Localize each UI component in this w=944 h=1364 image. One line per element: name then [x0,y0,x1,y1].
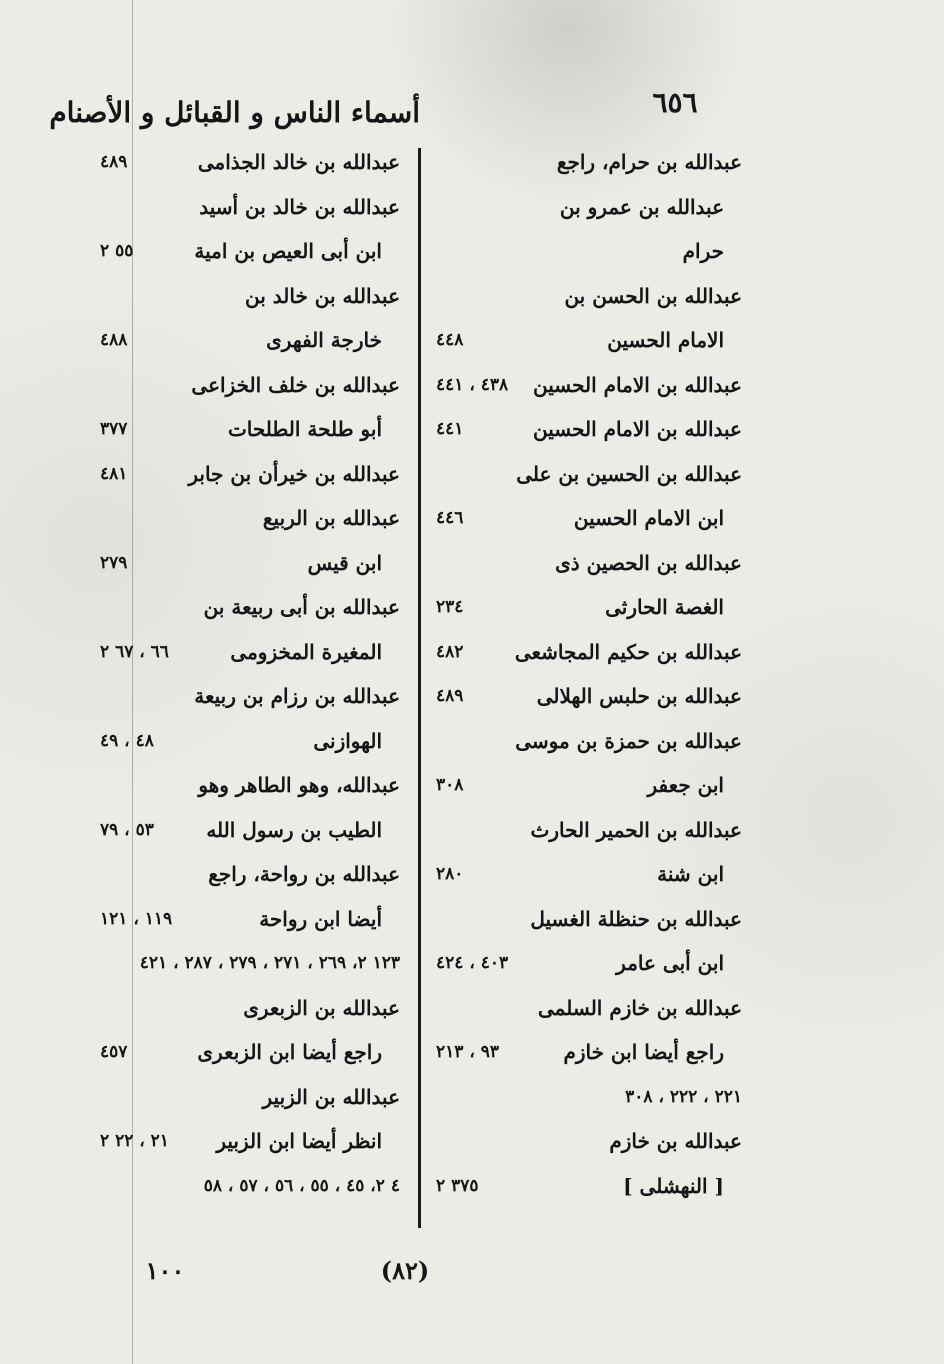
entry-name: عبدالله بن الامام الحسين [533,417,742,441]
index-entry [436,1075,742,1120]
entry-page-refs: ٥٥ ٢ [100,241,134,261]
entry-name: عبدالله بن خازم السلمى [538,995,742,1020]
index-entry [100,763,400,808]
entry-page-refs: ١١٩ ، ١٢١ [100,908,173,929]
index-entry [100,585,400,630]
entry-name: عبدالله بن خالد بن [245,283,400,308]
index-entry [100,274,400,319]
entry-page-refs: ٤٤٨ [436,330,464,350]
page-header-title: أسماء الناس و القبائل و الأصنام [49,96,420,129]
entry-name: عبدالله بن رزام بن ربيعة [194,684,400,708]
entry-page-refs: ٢٢١ ، ٢٢٢ ، ٣٠٨ [625,1086,742,1107]
entry-name: عبدالله بن خلف الخزاعى [191,372,400,397]
index-entry [100,229,400,274]
index-entry [436,452,742,497]
index-entry [436,1030,742,1075]
entry-name: عبدالله بن الربيع [262,506,400,530]
index-entry [436,1119,742,1164]
index-entry [100,452,400,497]
index-entry [436,808,742,853]
footer-left-number: ١٠٠ [145,1256,185,1285]
index-entry [436,630,742,675]
index-entry [436,941,742,986]
footer-center-number: (٨٢) [380,1256,430,1285]
entry-name: ابن شنة [657,862,724,886]
entry-name: عبدالله بن حرام، راجع [556,150,742,174]
index-entry [100,941,400,986]
entry-page-refs: ٢٨٠ [436,864,464,884]
entry-page-refs: ٤ ٢، ٤٥ ، ٥٥ ، ٥٦ ، ٥٧ ، ٥٨ [203,1175,400,1196]
index-entry [436,1164,742,1209]
index-entry [436,897,742,942]
entry-page-refs: ٩٣ ، ٢١٣ [436,1042,499,1062]
entry-name: الامام الحسين [607,328,724,352]
index-entry [100,496,400,541]
entry-page-refs: ٣٧٥ ٢ [436,1175,479,1196]
entry-name: عبدالله بن الامام الحسين [533,372,742,397]
entry-page-refs: ٤٨٨ [100,330,128,350]
entry-name: خارجة الفهرى [266,328,382,352]
index-entry [100,630,400,675]
index-entry [436,363,742,408]
entry-name: ابن أبى عامر [616,951,724,975]
entry-name: المغيرة المخزومى [230,639,382,664]
index-entry [100,140,400,185]
index-entry [436,674,742,719]
entry-name: ابن قيس [307,550,382,575]
entry-page-refs: ٢٣٤ [436,597,464,617]
entry-name: عبدالله بن حلبس الهلالى [536,684,742,708]
entry-page-refs: ٥٣ ، ٧٩ [100,819,154,840]
index-entry [100,1075,400,1120]
index-entry [436,585,742,630]
entry-page-refs: ٤٤١ [436,419,464,439]
entry-name: عبدالله بن الحصين ذى [555,550,742,575]
entry-name: عبدالله بن خازم [609,1129,742,1153]
entry-name: الطيب بن رسول الله [206,817,382,842]
index-entry [100,852,400,897]
entry-page-refs: ٤٨ ، ٤٩ [100,730,154,751]
entry-name: عبدالله بن الزبعرى [243,995,400,1020]
entry-name: راجع أيضا ابن الزبعرى [197,1040,382,1064]
index-entry [100,363,400,408]
index-entry [436,986,742,1031]
entry-name: أبو طلحة الطلحات [227,417,382,441]
entry-name: عبدالله بن الزبير [262,1084,400,1109]
right-column [436,140,742,1208]
entry-name: راجع أيضا ابن خازم [563,1040,724,1064]
entry-page-refs: ٣٠٨ [436,775,464,795]
index-entry [100,1164,400,1209]
index-entry [436,185,742,230]
index-entry [100,541,400,586]
index-entry [436,496,742,541]
entry-name: عبدالله، وهو الطاهر وهو [198,773,400,797]
index-entry [100,719,400,764]
index-entry [100,185,400,230]
entry-page-refs: ٤٥٧ [100,1042,128,1062]
entry-page-refs: ٤٤٦ [436,508,464,528]
entry-page-refs: ٤٣٨ ، ٤٤١ [436,374,509,395]
index-entry [436,763,742,808]
entry-page-refs: ٤٨٩ [100,152,128,172]
entry-page-refs: ٢٧٩ [100,552,128,573]
index-entry [100,986,400,1031]
column-divider [418,148,421,1228]
index-entry [100,674,400,719]
index-entry [100,1030,400,1075]
entry-name: الغصة الحارثى [605,595,724,619]
entry-name: عبدالله بن حمزة بن موسى [515,728,742,753]
entry-name: أيضا ابن رواحة [259,906,382,931]
entry-name: ابن جعفر [647,773,724,797]
index-entry [436,852,742,897]
entry-page-refs: ٤٠٣ ، ٤٢٤ [436,953,509,973]
index-entry [436,274,742,319]
entry-name: عبدالله بن الحسين بن على [516,461,742,486]
entry-name: عبدالله بن الحمير الحارث [530,817,742,842]
index-entry [100,318,400,363]
index-entry [436,407,742,452]
entry-name: عبدالله بن رواحة، راجع [208,862,400,886]
index-entry [100,897,400,942]
index-entry [436,229,742,274]
index-entry [100,407,400,452]
entry-name: ابن أبى العيص بن امية [194,239,382,263]
entry-page-refs: ٣٧٧ [100,419,128,439]
entry-page-refs: ١٢٣ ٢، ٢٦٩ ، ٢٧١ ، ٢٧٩ ، ٢٨٧ ، ٤٢١ [139,953,400,973]
entry-name: حرام [682,239,724,263]
entry-name: عبدالله بن أبى ربيعة بن [203,595,400,619]
entry-name: عبدالله بن خالد الجذامى [197,150,400,174]
index-entry [100,808,400,853]
entry-page-refs: ٦٦ ، ٦٧ ٢ [100,641,169,662]
entry-name: [ النهشلى ] [623,1173,724,1198]
index-entry [436,140,742,185]
entry-name: عبدالله بن الحسن بن [564,283,742,308]
entry-page-refs: ٢١ ، ٢٢ ٢ [100,1131,169,1151]
entry-page-refs: ٤٨٩ [436,686,464,706]
entry-name: انظر أيضا ابن الزبير [216,1129,382,1153]
index-entry [436,719,742,764]
entry-name: عبدالله بن حكيم المجاشعى [514,639,742,664]
entry-name: الهوازنى [313,728,382,753]
index-entry [100,1119,400,1164]
page-number: ٦٥٦ [652,86,698,119]
index-entry [436,318,742,363]
entry-page-refs: ٤٨٢ [436,641,464,662]
entry-name: عبدالله بن عمرو بن [559,194,724,219]
entry-name: ابن الامام الحسين [573,506,724,530]
entry-name: عبدالله بن حنظلة الغسيل [530,906,742,931]
left-column [100,140,400,1208]
entry-name: عبدالله بن خيرأن بن جابر [188,461,400,486]
entry-page-refs: ٤٨١ [100,463,128,484]
entry-name: عبدالله بن خالد بن أسيد [199,194,400,219]
index-entry [436,541,742,586]
